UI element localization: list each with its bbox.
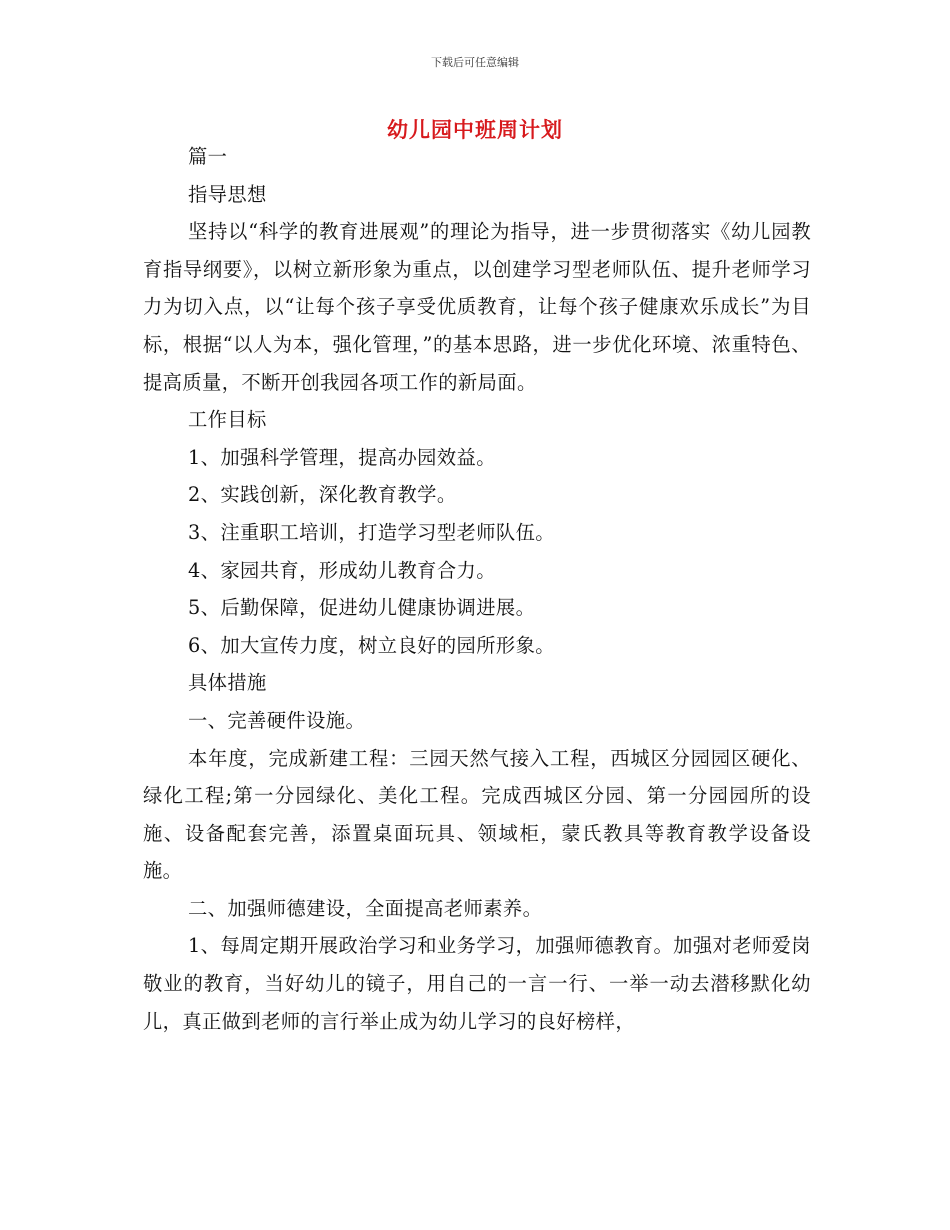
page-header-note: 下载后可任意编辑 xyxy=(431,56,519,69)
goal-item-5: 5、后勤保障，促进幼儿健康协调进展。 xyxy=(188,596,536,620)
measure-heading-2: 二、加强师德建设，全面提高老师素养。 xyxy=(188,896,543,920)
goal-item-1: 1、加强科学管理，提高办园效益。 xyxy=(188,445,496,469)
paragraph-guiding-ideology: 坚持以“科学的教育进展观”的理论为指导，进一步贯彻落实《幼儿园教育指导纲要》，以树立新形象为重点，以创建学习型老师队伍、提升老师学习力为切入点，以“让每个孩子享受优质教育，让每个孩子健康欢乐成长”为目标，根据“以人为本，强化管理，”的基本思路，进一步优化环境、浓重特色、提高质量，不断开创我园各项工作的新局面。 xyxy=(143,220,811,394)
paragraph-measure-1: 本年度，完成新建工程：三园天然气接入工程，西城区分园园区硬化、绿化工程;第一分园绿化、美化工程。完成西城区分园、第一分园园所的设施、设备配套完善，添置桌面玩具、领域柜，蒙氏教具等教育教学设备设施。 xyxy=(143,746,811,883)
goal-item-2: 2、实践创新，深化教育教学。 xyxy=(188,483,457,507)
goal-item-3: 3、注重职工培训，打造学习型老师队伍。 xyxy=(188,520,555,544)
heading-work-goals: 工作目标 xyxy=(188,408,267,432)
heading-specific-measures: 具体措施 xyxy=(188,671,267,695)
measure-heading-1: 一、完善硬件设施。 xyxy=(188,708,366,732)
heading-guiding-ideology: 指导思想 xyxy=(188,182,267,206)
paragraph-measure-2-item-1: 1、每周定期开展政治学习和业务学习，加强师德教育。加强对老师爱岗敬业的教育，当好幼儿的镜子，用自己的一言一行、一举一动去潜移默化幼儿，真正做到老师的言行举止成为幼儿学习的良好榜样， xyxy=(143,934,811,1033)
goal-item-6: 6、加大宣传力度，树立良好的园所形象。 xyxy=(188,633,555,657)
section-label-part-one: 篇一 xyxy=(188,145,228,168)
document-body xyxy=(143,138,811,1040)
document-title: 幼儿园中班周计划 xyxy=(387,118,563,142)
goal-item-4: 4、家园共育，形成幼儿教育合力。 xyxy=(188,558,496,582)
